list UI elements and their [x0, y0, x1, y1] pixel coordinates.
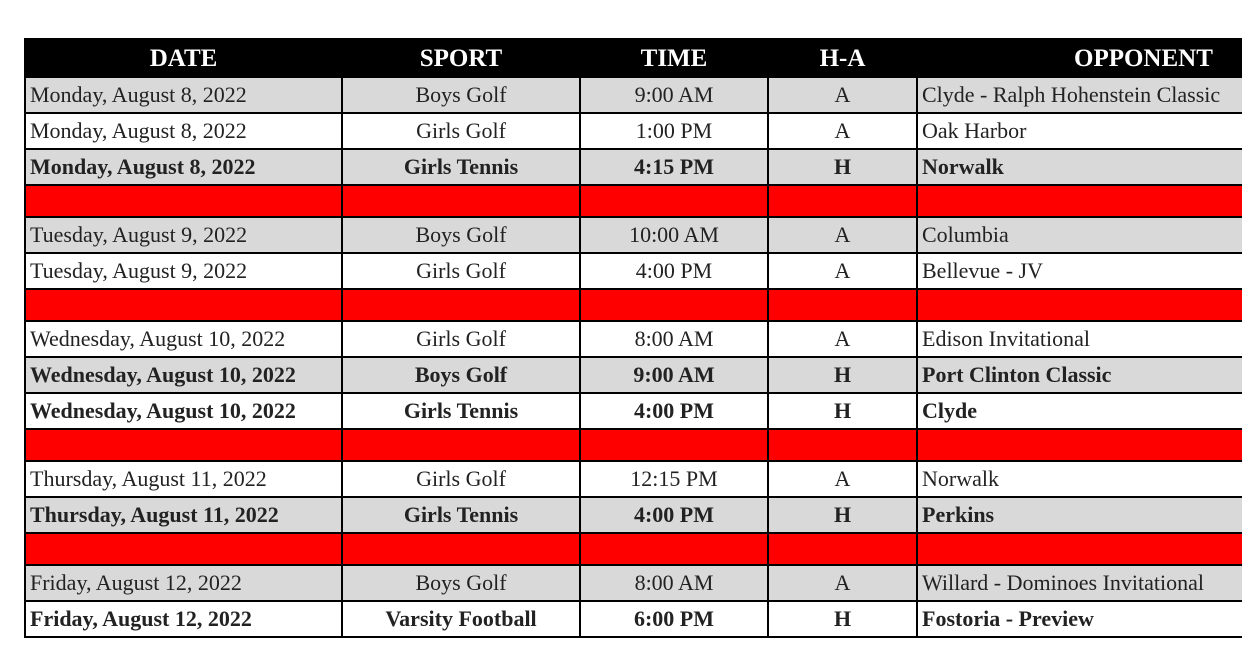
cell-opponent: Port Clinton Classic — [917, 357, 1242, 393]
separator-cell — [25, 185, 342, 217]
cell-sport: Girls Tennis — [342, 149, 580, 185]
table-row — [25, 393, 1242, 429]
table-row — [25, 253, 1242, 289]
cell-date: Thursday, August 11, 2022 — [25, 461, 342, 497]
cell-opponent: Clyde — [917, 393, 1242, 429]
cell-opponent: Willard - Dominoes Invitational — [917, 565, 1242, 601]
cell-sport: Girls Tennis — [342, 497, 580, 533]
cell-date: Friday, August 12, 2022 — [25, 601, 342, 637]
cell-sport: Boys Golf — [342, 77, 580, 113]
cell-home-away: H — [768, 393, 917, 429]
cell-date: Monday, August 8, 2022 — [25, 149, 342, 185]
cell-opponent: Norwalk — [917, 149, 1242, 185]
cell-date: Monday, August 8, 2022 — [25, 77, 342, 113]
cell-home-away: H — [768, 601, 917, 637]
cell-home-away: A — [768, 321, 917, 357]
cell-sport: Girls Golf — [342, 113, 580, 149]
cell-date: Tuesday, August 9, 2022 — [25, 253, 342, 289]
separator-cell — [917, 289, 1242, 321]
cell-opponent: Bellevue - JV — [917, 253, 1242, 289]
separator-cell — [25, 429, 342, 461]
separator-cell — [342, 429, 580, 461]
header-time: TIME — [580, 39, 768, 77]
cell-time: 8:00 AM — [580, 565, 768, 601]
cell-opponent: Norwalk — [917, 461, 1242, 497]
cell-time: 9:00 AM — [580, 77, 768, 113]
separator-cell — [917, 429, 1242, 461]
cell-sport: Girls Golf — [342, 461, 580, 497]
cell-home-away: A — [768, 565, 917, 601]
table-row — [25, 565, 1242, 601]
table-row — [25, 113, 1242, 149]
cell-opponent: Oak Harbor — [917, 113, 1242, 149]
cell-time: 6:00 PM — [580, 601, 768, 637]
header-sport: SPORT — [342, 39, 580, 77]
cell-home-away: A — [768, 217, 917, 253]
cell-sport: Boys Golf — [342, 565, 580, 601]
cell-date: Friday, August 12, 2022 — [25, 565, 342, 601]
cell-sport: Boys Golf — [342, 357, 580, 393]
separator-cell — [768, 185, 917, 217]
cell-time: 8:00 AM — [580, 321, 768, 357]
cell-time: 1:00 PM — [580, 113, 768, 149]
day-separator-row — [25, 185, 1242, 217]
cell-home-away: A — [768, 253, 917, 289]
separator-cell — [580, 289, 768, 321]
cell-date: Wednesday, August 10, 2022 — [25, 357, 342, 393]
cell-time: 10:00 AM — [580, 217, 768, 253]
cell-opponent: Fostoria - Preview — [917, 601, 1242, 637]
schedule-body — [25, 77, 1242, 637]
separator-cell — [342, 185, 580, 217]
header-date: DATE — [25, 39, 342, 77]
header-opponent: OPPONENT — [917, 39, 1242, 77]
cell-date: Wednesday, August 10, 2022 — [25, 321, 342, 357]
cell-time: 4:00 PM — [580, 253, 768, 289]
cell-home-away: H — [768, 497, 917, 533]
table-row — [25, 217, 1242, 253]
separator-cell — [917, 533, 1242, 565]
cell-sport: Varsity Football — [342, 601, 580, 637]
table-row — [25, 497, 1242, 533]
table-row — [25, 461, 1242, 497]
separator-cell — [917, 185, 1242, 217]
cell-time: 12:15 PM — [580, 461, 768, 497]
cell-sport: Girls Golf — [342, 253, 580, 289]
cell-time: 9:00 AM — [580, 357, 768, 393]
table-row — [25, 601, 1242, 637]
separator-cell — [342, 289, 580, 321]
table-row — [25, 149, 1242, 185]
separator-cell — [768, 289, 917, 321]
cell-home-away: H — [768, 149, 917, 185]
day-separator-row — [25, 429, 1242, 461]
cell-sport: Boys Golf — [342, 217, 580, 253]
table-row — [25, 357, 1242, 393]
cell-opponent: Clyde - Ralph Hohenstein Classic — [917, 77, 1242, 113]
separator-cell — [580, 533, 768, 565]
day-separator-row — [25, 533, 1242, 565]
cell-date: Wednesday, August 10, 2022 — [25, 393, 342, 429]
cell-home-away: A — [768, 461, 917, 497]
cell-date: Thursday, August 11, 2022 — [25, 497, 342, 533]
separator-cell — [768, 533, 917, 565]
day-separator-row — [25, 289, 1242, 321]
schedule-table — [24, 38, 1242, 638]
cell-opponent: Edison Invitational — [917, 321, 1242, 357]
cell-sport: Girls Tennis — [342, 393, 580, 429]
separator-cell — [580, 185, 768, 217]
separator-cell — [580, 429, 768, 461]
cell-date: Monday, August 8, 2022 — [25, 113, 342, 149]
table-row — [25, 77, 1242, 113]
cell-home-away: A — [768, 77, 917, 113]
cell-opponent: Perkins — [917, 497, 1242, 533]
cell-home-away: H — [768, 357, 917, 393]
cell-date: Tuesday, August 9, 2022 — [25, 217, 342, 253]
cell-sport: Girls Golf — [342, 321, 580, 357]
cell-time: 4:15 PM — [580, 149, 768, 185]
header-row — [25, 39, 1242, 77]
cell-opponent: Columbia — [917, 217, 1242, 253]
table-row — [25, 321, 1242, 357]
separator-cell — [25, 289, 342, 321]
separator-cell — [342, 533, 580, 565]
header-home-away: H-A — [768, 39, 917, 77]
cell-time: 4:00 PM — [580, 497, 768, 533]
separator-cell — [25, 533, 342, 565]
separator-cell — [768, 429, 917, 461]
cell-time: 4:00 PM — [580, 393, 768, 429]
cell-home-away: A — [768, 113, 917, 149]
